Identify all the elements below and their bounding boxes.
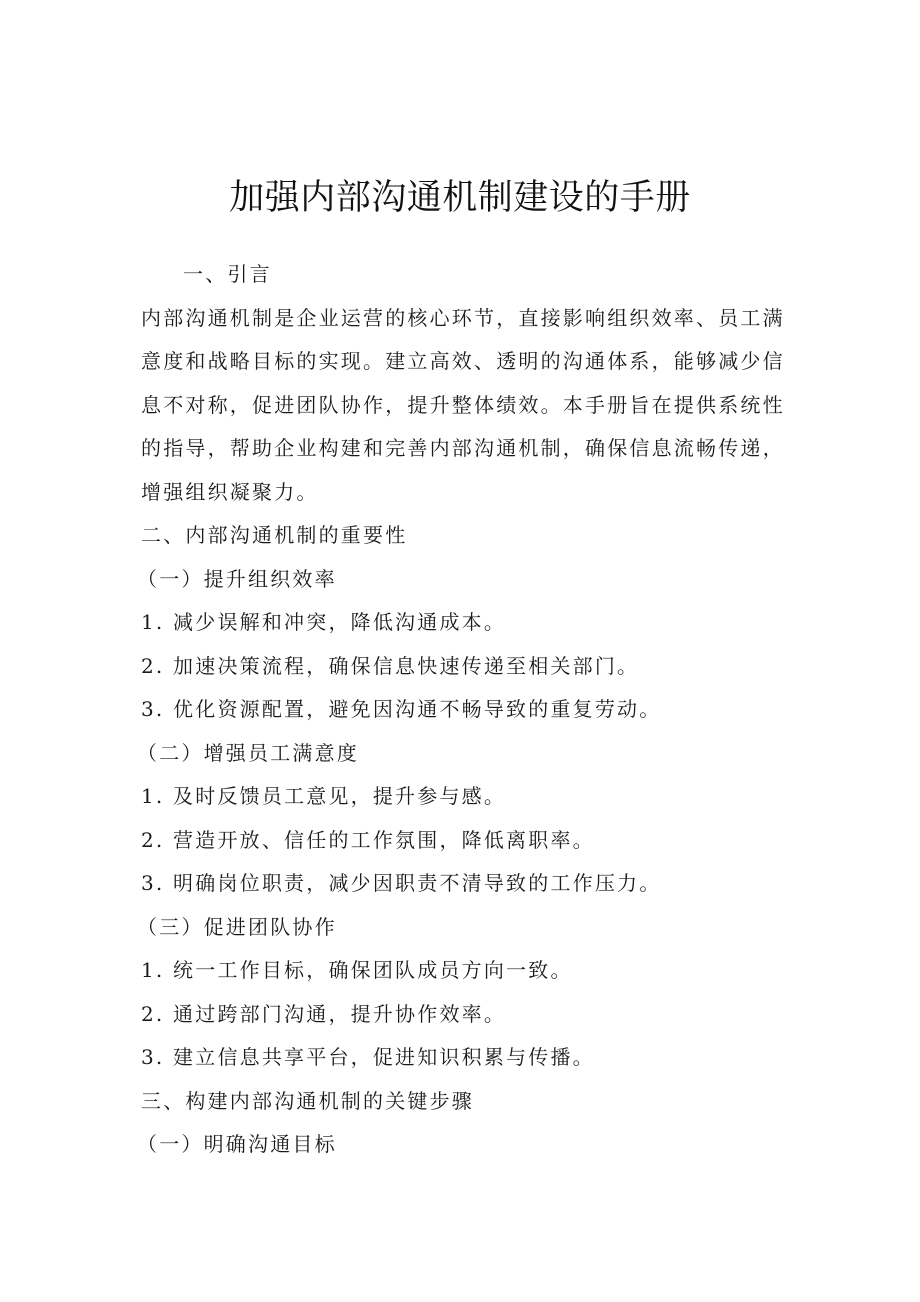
list-item: 3. 明确岗位职责，减少因职责不清导致的工作压力。 [141,871,662,895]
list-item: 1. 及时反馈员工意见，提升参与感。 [141,784,507,808]
subsection-heading: （三）促进团队协作 [137,914,337,939]
paragraph-line: 内部沟通机制是企业运营的核心环节，直接影响组织效率、员工满 [141,305,785,330]
list-item: 2. 营造开放、信任的工作氛围，降低离职率。 [141,827,595,852]
list-item: 1. 减少误解和冲突，降低沟通成本。 [141,610,507,634]
document-body [137,253,785,1167]
subsection-heading: （一）提升组织效率 [137,566,337,591]
document-title: 加强内部沟通机制建设的手册 [229,178,691,219]
paragraph-line: 息不对称，促进团队协作，提升整体绩效。本手册旨在提供系统性 [141,392,785,417]
paragraph-line: 的指导，帮助企业构建和完善内部沟通机制，确保信息流畅传递， [141,436,785,460]
paragraph-line: 意度和战略目标的实现。建立高效、透明的沟通体系，能够减少信 [141,349,785,373]
list-item: 2. 加速决策流程，确保信息快速传递至相关部门。 [141,653,640,678]
section-heading-importance: 二、内部沟通机制的重要性 [141,523,408,547]
intro-paragraph [141,297,785,515]
list-item: 1. 统一工作目标，确保团队成员方向一致。 [141,958,573,982]
list-item: 3. 优化资源配置，避免因沟通不畅导致的重复劳动。 [141,697,662,721]
list-item: 3. 建立信息共享平台，促进知识积累与传播。 [141,1045,595,1069]
subsection-heading: （一）明确沟通目标 [137,1132,337,1156]
paragraph-line: 增强组织凝聚力。 [141,479,319,504]
section-heading-intro: 一、引言 [183,262,272,286]
list-item: 2. 通过跨部门沟通，提升协作效率。 [141,1001,507,1026]
section-heading-steps: 三、构建内部沟通机制的关键步骤 [141,1088,474,1113]
subsection-heading: （二）增强员工满意度 [137,740,359,765]
